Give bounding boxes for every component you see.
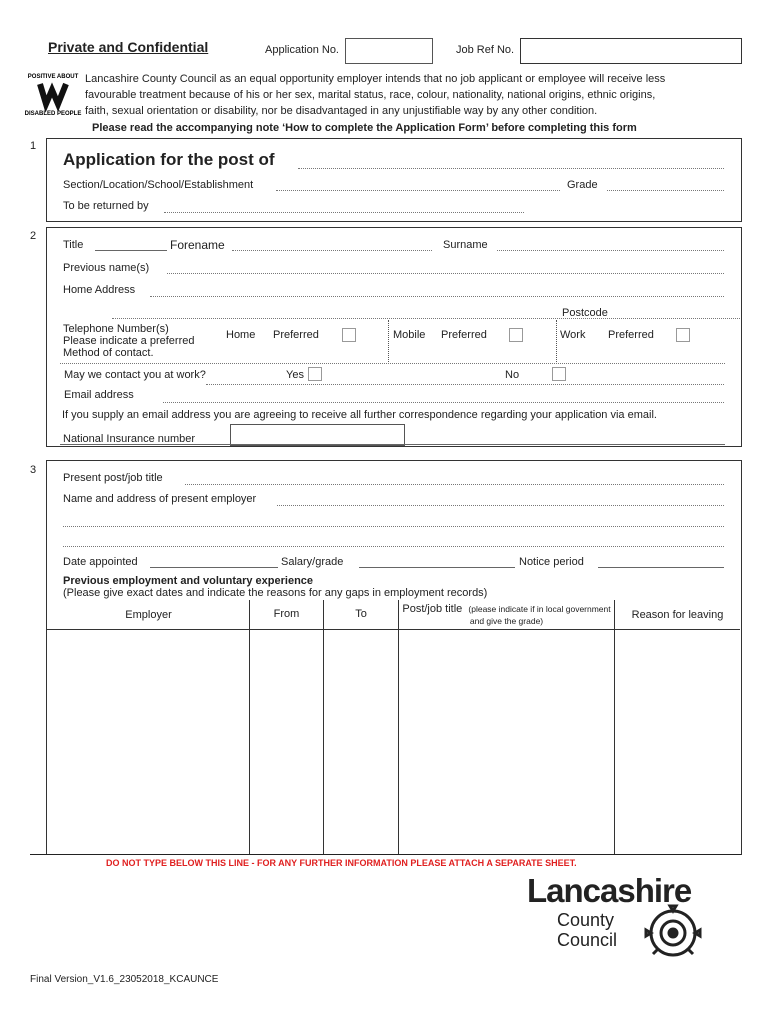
work-preferred-checkbox[interactable]: [676, 328, 690, 342]
home-preferred-checkbox[interactable]: [342, 328, 356, 342]
column-header-post: [399, 603, 614, 627]
section-number-1: 1: [30, 140, 37, 152]
home-address-field[interactable]: [150, 296, 724, 297]
previous-names-label: Previous name(s): [63, 262, 150, 274]
forename-field[interactable]: [232, 250, 432, 251]
svg-text:POSITIVE ABOUT: POSITIVE ABOUT: [27, 74, 79, 80]
returned-by-field[interactable]: [164, 212, 524, 213]
grade-field[interactable]: [607, 190, 724, 191]
previous-names-field[interactable]: [167, 273, 724, 274]
forename-label: Forename: [170, 238, 225, 252]
statement-line: favourable treatment because of his or her sex, marital status, race, colour, nationality, national origins, ethnic origins,: [85, 89, 656, 101]
home-address-field-2[interactable]: [112, 318, 740, 319]
application-no-input[interactable]: [345, 38, 433, 64]
column-header-from: From: [273, 608, 300, 620]
section-location-label: Section/Location/School/Establishment: [63, 179, 254, 191]
contact-row-line: [206, 384, 724, 385]
section-number-3: 3: [30, 464, 37, 476]
post-field[interactable]: [298, 168, 724, 169]
statement-line: Lancashire County Council as an equal opportunity employer intends that no job applicant or employee will receive less: [85, 73, 666, 85]
contact-work-yes-checkbox[interactable]: [308, 367, 322, 381]
no-label: No: [505, 369, 520, 381]
column-header-employer: Employer: [125, 609, 172, 621]
contact-work-label: May we contact you at work?: [64, 369, 206, 381]
present-employer-field[interactable]: [277, 505, 724, 506]
prev-employment-heading: Previous employment and voluntary experience: [63, 575, 314, 587]
surname-field[interactable]: [497, 250, 724, 251]
telephone-label: [63, 323, 194, 359]
yes-label: Yes: [286, 369, 304, 381]
section-2-bottom-line: [60, 444, 725, 445]
date-appointed-label: Date appointed: [63, 556, 138, 568]
disability-logo: [24, 68, 82, 118]
equal-opportunity-statement: [85, 71, 665, 119]
notice-field[interactable]: [598, 567, 724, 568]
returned-by-label: To be returned by: [63, 200, 149, 212]
home-preferred-label: Preferred: [273, 329, 319, 341]
ni-number-input[interactable]: [230, 424, 405, 446]
logo-council: Council: [557, 930, 618, 950]
grade-label: Grade: [567, 179, 598, 191]
salary-label: Salary/grade: [281, 556, 344, 568]
application-no-label: Application No.: [265, 44, 339, 56]
column-header-to: To: [355, 608, 367, 620]
do-not-type-line: [30, 854, 741, 855]
post-header-note: (please indicate if in local government and give the grade): [468, 604, 611, 626]
post-cell[interactable]: [399, 631, 613, 854]
job-ref-input[interactable]: [520, 38, 742, 64]
mobile-phone-label: Mobile: [393, 329, 426, 341]
instruction-text: Please read the accompanying note ‘How to complete the Application Form’ before completing this form: [92, 122, 637, 134]
present-employer-field-2[interactable]: [63, 526, 724, 527]
mobile-preferred-checkbox[interactable]: [509, 328, 523, 342]
present-post-field[interactable]: [185, 484, 724, 485]
do-not-type-warning: DO NOT TYPE BELOW THIS LINE - FOR ANY FURTHER INFORMATION PLEASE ATTACH A SEPARATE SHEET.: [106, 858, 577, 868]
present-post-label: Present post/job title: [63, 472, 163, 484]
post-header-text: Post/job title: [402, 603, 463, 615]
email-field[interactable]: [163, 402, 724, 403]
date-appointed-field[interactable]: [150, 567, 278, 568]
logo-county: County: [557, 910, 615, 930]
salary-field[interactable]: [359, 567, 515, 568]
table-header-line: [47, 629, 740, 630]
post-title-label: Application for the post of: [63, 150, 275, 169]
reason-cell[interactable]: [615, 631, 739, 854]
home-phone-label: Home: [226, 329, 256, 341]
phone-row-divider: [60, 363, 725, 364]
email-note: If you supply an email address you are agreeing to receive all further correspondence regarding your application via email.: [62, 409, 657, 421]
mobile-preferred-label: Preferred: [441, 329, 487, 341]
notice-label: Notice period: [519, 556, 584, 568]
county-council-text: [557, 910, 617, 950]
telephone-label-line: Please indicate a preferred: [63, 335, 195, 347]
job-ref-label: Job Ref No.: [456, 44, 515, 56]
to-cell[interactable]: [324, 631, 397, 854]
present-employer-label: Name and address of present employer: [63, 493, 257, 505]
telephone-label-line: Method of contact.: [63, 347, 154, 359]
work-phone-label: Work: [560, 329, 586, 341]
employer-cell[interactable]: [48, 631, 248, 854]
contact-work-no-checkbox[interactable]: [552, 367, 566, 381]
divider: [388, 320, 389, 362]
red-rose-icon: [640, 904, 706, 962]
title-field[interactable]: [95, 250, 167, 251]
work-preferred-label: Preferred: [608, 329, 654, 341]
present-employer-field-3[interactable]: [63, 546, 724, 547]
column-header-reason: Reason for leaving: [631, 609, 724, 621]
title-label: Title: [63, 239, 84, 251]
statement-line: faith, sexual orientation or disability, nor be disadvantaged in any unjustifiable way by any other condition.: [85, 105, 598, 117]
divider: [556, 320, 557, 362]
email-label: Email address: [64, 389, 134, 401]
prev-employment-note: (Please give exact dates and indicate the reasons for any gaps in employment records): [63, 587, 488, 599]
section-location-field[interactable]: [276, 190, 560, 191]
section-number-2: 2: [30, 230, 37, 242]
page-title: Private and Confidential: [48, 39, 209, 55]
lancashire-logo-text: Lancashire: [527, 872, 692, 909]
telephone-label-line: Telephone Number(s): [63, 323, 169, 335]
version-text: Final Version_V1.6_23052018_KCAUNCE: [30, 974, 219, 985]
from-cell[interactable]: [250, 631, 322, 854]
svg-text:DISABLED PEOPLE: DISABLED PEOPLE: [24, 111, 82, 117]
ni-label: National Insurance number: [63, 433, 196, 445]
postcode-label: Postcode: [562, 307, 608, 319]
home-address-label: Home Address: [63, 284, 136, 296]
surname-label: Surname: [443, 239, 488, 251]
